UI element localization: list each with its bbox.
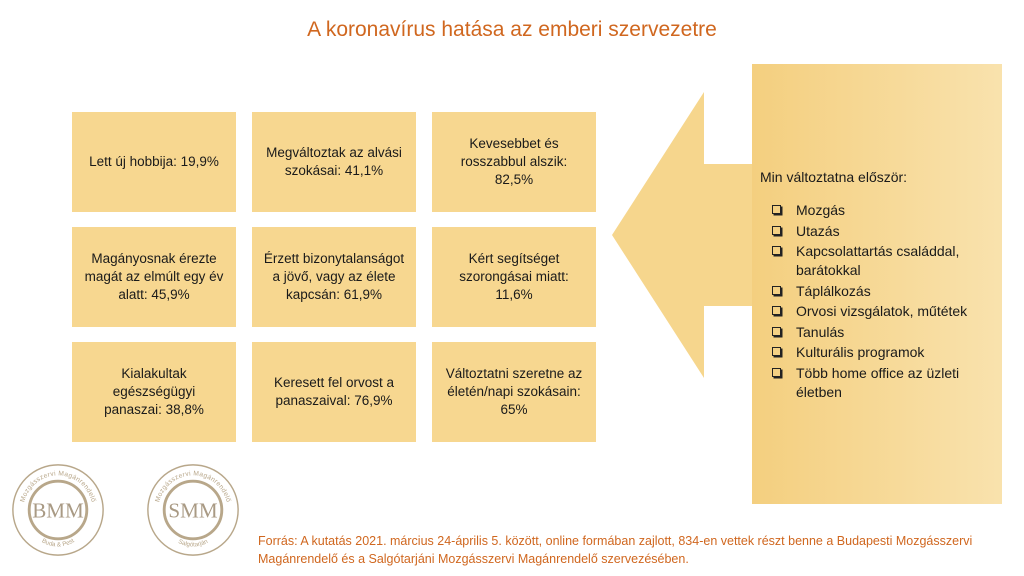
checkbox-icon	[772, 368, 781, 377]
stat-card-doctor-visit: Keresett fel orvost a panaszaival: 76,9%	[252, 342, 416, 442]
list-item: Orvosi vizsgálatok, műtétek	[772, 302, 992, 321]
smm-ring-text: Mozgásszervi Magánrendelő	[154, 470, 232, 504]
checkbox-icon	[772, 286, 781, 295]
list-item: Kulturális programok	[772, 343, 992, 362]
stat-card-sleep-quality: Kevesebbet és rosszabbul alszik: 82,5%	[432, 112, 596, 212]
list-item: Kapcsolattartás családdal, barátokkal	[772, 242, 992, 280]
panel-heading: Min változtatna először:	[760, 169, 908, 185]
bmm-logo	[10, 462, 106, 558]
page-title: A koronavírus hatása az emberi szervezetre	[307, 18, 717, 41]
checkbox-icon	[772, 306, 781, 315]
list-item: Táplálkozás	[772, 282, 992, 301]
left-arrow-shape	[612, 92, 754, 378]
bmm-sub-text: Buda & Pest	[40, 537, 76, 549]
list-item: Tanulás	[772, 323, 992, 342]
bmm-ring-text: Mozgásszervi Magánrendelő	[19, 470, 97, 504]
priorities-panel	[752, 64, 1002, 504]
checkbox-icon	[772, 226, 781, 235]
stat-card-loneliness: Magányosnak érezte magát az elmúlt egy év alatt: 45,9%	[72, 227, 236, 327]
smm-mark: SMM	[168, 498, 218, 523]
list-item: Utazás	[772, 222, 992, 241]
stat-card-anxiety-help: Kért segítséget szorongásai miatt: 11,6%	[432, 227, 596, 327]
stat-card-sleep-habits: Megváltoztak az alvási szokásai: 41,1%	[252, 112, 416, 212]
bmm-mark: BMM	[32, 498, 84, 523]
stat-card-health-complaints: Kialakultak egészségügyi panaszai: 38,8%	[72, 342, 236, 442]
source-note: Forrás: A kutatás 2021. március 24-április 5. között, online formában zajlott, 834-en vettek részt benne a Budapesti Mozgásszervi Magánrendelő és a Salgótarjáni Mozgásszervi Magánrendelő szervezésében.	[258, 534, 973, 566]
checkbox-icon	[772, 246, 781, 255]
stat-card-uncertainty: Érzett bizonytalanságot a jövő, vagy az élete kapcsán: 61,9%	[252, 227, 416, 327]
list-item: Több home office az üzleti életben	[772, 364, 992, 402]
stat-card-change-lifestyle: Változtatni szeretne az életén/napi szokásain: 65%	[432, 342, 596, 442]
checkbox-icon	[772, 327, 781, 336]
list-item: Mozgás	[772, 201, 992, 220]
stat-card-new-hobby: Lett új hobbija: 19,9%	[72, 112, 236, 212]
smm-sub-text: Salgótarján	[177, 538, 210, 549]
priorities-list	[760, 201, 992, 402]
checkbox-icon	[772, 205, 781, 214]
smm-logo	[145, 462, 241, 558]
checkbox-icon	[772, 347, 781, 356]
